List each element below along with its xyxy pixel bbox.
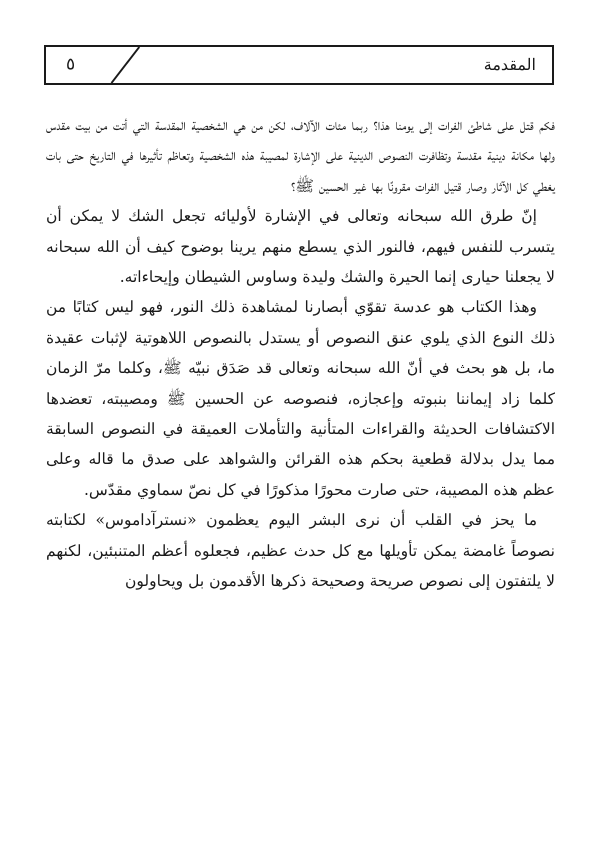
paragraph: فكم قتل على شاطئ الفرات إلى يومنا هذا؟ ربما مئات الآلاف، لكن من هي الشخصية المقدسة التي أتت من بيت مقدس ولها مكانة دينية مقدسة وتظافرت النصوص الدينية على الإشارة لمصيبة هذه الشخصية وتعاظم تأثيرها في التاريخ حتى بات يغطي كل الآثار وصار قتيل الفرات مقرونًا بها غير الحسين ﷺ؟	[46, 116, 555, 195]
header-divider-slash	[46, 47, 552, 83]
page-header	[44, 45, 554, 85]
paragraph: ما يحز في القلب أن نرى البشر اليوم يعظمون «نسترآداموس» لكتابته نصوصاً غامضة يمكن تأويلها مع كل حدث عظيم، فجعلوه أعظم المتنبئين، لكنهم لا يلتفتون إلى نصوص صريحة وصحيحة ذكرها الأقدمون بل ويحاولون	[46, 511, 555, 591]
page-number: ٥	[66, 54, 76, 75]
section-title: المقدمة	[483, 55, 536, 74]
body-text	[46, 110, 555, 597]
paragraph: وهذا الكتاب هو عدسة تقوّي أبصارنا لمشاهدة ذلك النور، فهو ليس كتابًا من ذلك النوع الذي يلوي عنق النصوص أو يستدل بالنصوص اللاهوتية لإثبات عقيدة ما، بل هو بحث في أنّ الله سبحانه وتعالى قد صَدَق نبيّه ﷺ، وكلما مرّ الزمان كلما زاد إيماننا بنبوته وإعجازه، فنصوصه عن الحسين ﷺ ومصيبته، تعضدها الاكتشافات الحديثة والقراءات المتأنية والتأملات العميقة في النصوص السابقة مما يدل بدلالة قطعية بحكم هذه القرائن والشواهد على صدق ما قاله وعلى عظم هذه المصيبة، حتى صارت محورًا مذكورًا في كل نصّ سماوي مقدّس.	[46, 298, 555, 499]
paragraph: إنّ طرق الله سبحانه وتعالى في الإشارة لأوليائه تجعل الشك لا يمكن أن يتسرب للنفس فيهم، فالنور الذي يسطع منهم يرينا بوضوح كيف أن الله سبحانه لا يجعلنا حيارى إنما الحيرة والشك وليدة وساوس الشيطان وإيحاءاته.	[46, 207, 555, 287]
